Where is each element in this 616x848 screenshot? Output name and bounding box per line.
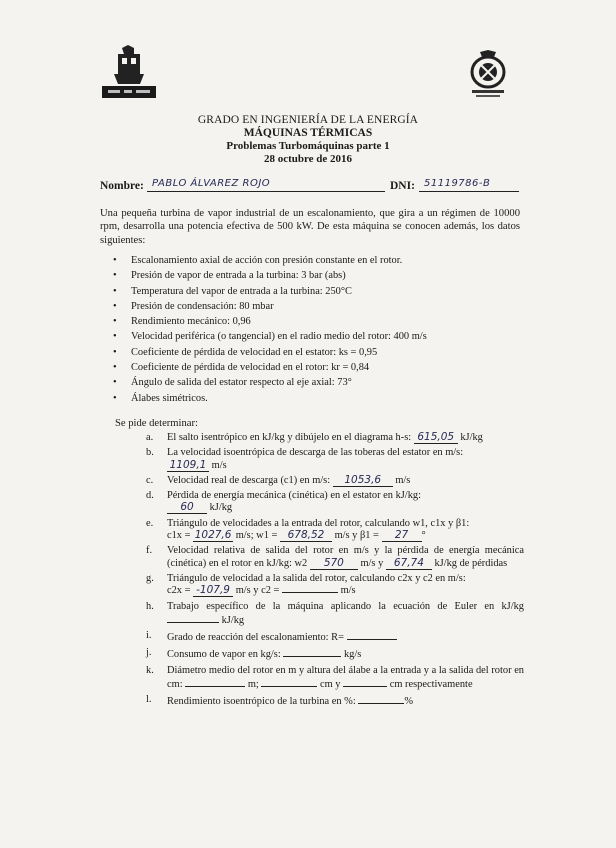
list-item: • Coeficiente de pérdida de velocidad en el estator: ks = 0,95 bbox=[113, 346, 378, 358]
answer-f-loss[interactable]: 67,74 bbox=[386, 558, 432, 570]
answer-k-height-out[interactable] bbox=[343, 677, 387, 687]
answer-a[interactable]: 615,05 bbox=[414, 432, 458, 444]
problem-set-title: Problemas Turbomáquinas parte 1 bbox=[226, 140, 390, 152]
course-title: MÁQUINAS TÉRMICAS bbox=[243, 127, 373, 139]
degree-title: GRADO EN INGENIERÍA DE LA ENERGÍA bbox=[197, 114, 419, 126]
answer-c[interactable]: 1053,6 bbox=[333, 475, 393, 487]
question-i: i. Grado de reacción del escalonamiento: R= bbox=[146, 630, 524, 644]
answer-l[interactable] bbox=[358, 694, 404, 704]
answer-j[interactable] bbox=[283, 647, 341, 657]
questions-list bbox=[146, 432, 524, 712]
answer-f-w2[interactable]: 570 bbox=[310, 558, 358, 570]
question-d: d. Pérdida de energía mecánica (cinética) en el estator en kJ/kg: 60 kJ/kg bbox=[146, 490, 421, 514]
question-l: l. Rendimiento isoentrópico de la turbina en %: % bbox=[146, 694, 413, 708]
list-item: • Álabes simétricos. bbox=[113, 392, 208, 404]
question-f: f. Velocidad relativa de salida del rotor en m/s y la pérdida de energía mecánica (cinética) en el rotor en kJ/kg: w2 570 m/s y 67,74 kJ/kg de pérdidas bbox=[146, 545, 524, 569]
student-info-row bbox=[100, 178, 520, 194]
name-value[interactable]: PABLO ÁLVAREZ ROJO bbox=[152, 178, 271, 189]
list-item: • Presión de condensación: 80 mbar bbox=[113, 300, 274, 312]
list-item: • Presión de vapor de entrada a la turbina: 3 bar (abs) bbox=[113, 270, 346, 282]
list-item: • Rendimiento mecánico: 0,96 bbox=[113, 316, 251, 328]
question-e: e. Triángulo de velocidades a la entrada del rotor, calculando w1, c1x y β1: c1x = 1027,6 m/s; w1 = 678,52 m/s y β1 = 27 ° bbox=[146, 517, 470, 542]
question-b: b. La velocidad isoentrópica de descarga de las toberas del estator en m/s: 1109,1 m/s bbox=[146, 447, 464, 471]
school-crest-icon bbox=[466, 50, 510, 102]
answer-k-diameter[interactable] bbox=[185, 677, 245, 687]
dni-value[interactable]: 51119786-B bbox=[424, 178, 491, 189]
university-logo-icon bbox=[98, 44, 160, 102]
list-item: • Coeficiente de pérdida de velocidad en el rotor: kr = 0,84 bbox=[113, 362, 370, 374]
answer-e-c1x[interactable]: 1027,6 bbox=[194, 529, 232, 542]
problem-statement: Una pequeña turbina de vapor industrial de un escalonamiento, que gira a un régimen de 10000 rpm, desarrolla una potencia efectiva de 500 kW. De esta máquina se conocen además, los datos siguientes: bbox=[100, 208, 520, 246]
answer-e-w1[interactable]: 678,52 bbox=[280, 530, 332, 542]
answer-k-height-in[interactable] bbox=[261, 677, 317, 687]
answer-e-beta1[interactable]: 27 bbox=[382, 530, 422, 542]
question-h: h. Trabajo específico de la máquina aplicando la ecuación de Euler en kJ/kg kJ/kg bbox=[146, 600, 524, 626]
answer-b[interactable]: 1109,1 bbox=[167, 460, 209, 472]
answer-g-c2x[interactable]: -107,9 bbox=[193, 585, 233, 597]
question-a: a. El salto isentrópico en kJ/kg y dibújelo en el diagrama h-s: 615,05 kJ/kg bbox=[146, 431, 483, 443]
answer-i[interactable] bbox=[347, 630, 397, 640]
questions-heading: Se pide determinar: bbox=[115, 418, 198, 429]
name-label: Nombre: bbox=[100, 180, 144, 192]
question-c: c. Velocidad real de descarga (c1) en m/s: 1053,6 m/s bbox=[146, 473, 411, 486]
list-item: • Ángulo de salida del estator respecto al eje axial: 73° bbox=[113, 377, 352, 389]
question-g: g. Triángulo de velocidad a la salida del rotor, calculando c2x y c2 en m/s: c2x = -107,9 m/s y c2 = m/s bbox=[146, 572, 466, 597]
name-line bbox=[147, 191, 385, 192]
question-j: j. Consumo de vapor en kg/s: kg/s bbox=[146, 647, 362, 661]
answer-h[interactable] bbox=[167, 613, 219, 623]
answer-g-c2[interactable] bbox=[282, 592, 338, 593]
dni-line bbox=[419, 191, 519, 192]
list-item: • Temperatura del vapor de entrada a la turbina: 250°C bbox=[113, 285, 352, 297]
answer-d[interactable]: 60 bbox=[167, 502, 207, 514]
exam-date: 28 octubre de 2016 bbox=[263, 153, 353, 165]
dni-label: DNI: bbox=[390, 180, 415, 192]
given-data-list bbox=[113, 253, 523, 406]
list-item: • Velocidad periférica (o tangencial) en el radio medio del rotor: 400 m/s bbox=[113, 331, 427, 343]
question-k: k. Diámetro medio del rotor en m y altura del álabe a la entrada y a la salida del rotor en cm: m; cm y cm respectivamente bbox=[146, 664, 524, 691]
list-item: • Escalonamiento axial de acción con presión constante en el rotor. bbox=[113, 255, 403, 266]
